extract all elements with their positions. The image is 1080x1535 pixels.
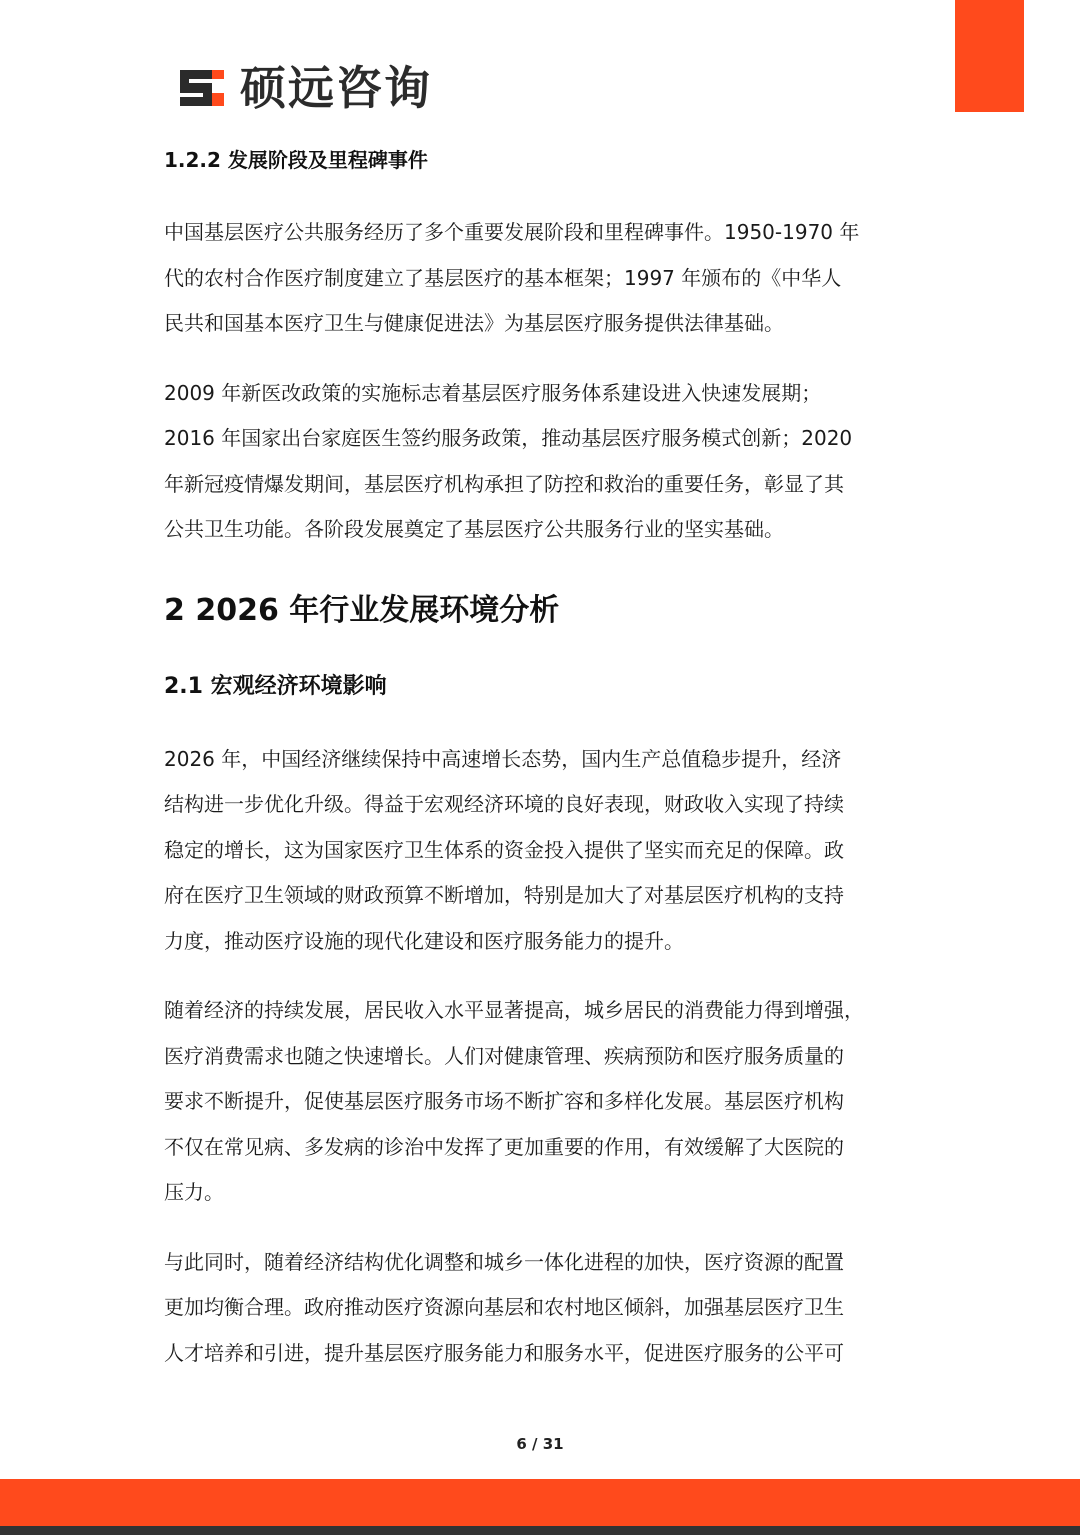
section-heading-2: 2 2026 年行业发展环境分析 — [164, 592, 560, 628]
text-line: 随着经济的持续发展，居民收入水平显著提高，城乡居民的消费能力得到增强， — [164, 998, 864, 1022]
text-line: 中国基层医疗公共服务经历了多个重要发展阶段和里程碑事件。1950-1970 年 — [164, 220, 860, 244]
text-line: 稳定的增长，这为国家医疗卫生体系的资金投入提供了坚实而充足的保障。政 — [164, 837, 844, 862]
text-line: 府在医疗卫生领域的财政预算不断增加，特别是加大了对基层医疗机构的支持 — [164, 883, 844, 907]
corner-accent-tab — [955, 0, 1024, 112]
text-line: 压力。 — [164, 1180, 224, 1204]
text-line: 医疗消费需求也随之快速增长。人们对健康管理、疾病预防和医疗服务质量的 — [164, 1043, 844, 1068]
square-s-logo-icon — [176, 66, 228, 110]
footer-dark-strip — [0, 1526, 1080, 1535]
text-line: 2009 年新医改政策的实施标志着基层医疗服务体系建设进入快速发展期； — [164, 380, 822, 405]
paragraph — [164, 737, 924, 965]
paragraph — [164, 210, 924, 347]
text-line: 代的农村合作医疗制度建立了基层医疗的基本框架；1997 年颁布的《中华人 — [164, 265, 842, 290]
page-number: 6 / 31 — [516, 1435, 564, 1453]
text-line: 力度，推动医疗设施的现代化建设和医疗服务能力的提升。 — [164, 928, 684, 953]
text-line: 2026 年，中国经济继续保持中高速增长态势，国内生产总值稳步提升，经济 — [164, 746, 842, 771]
footer-accent-bar — [0, 1479, 1080, 1526]
text-line: 要求不断提升，促使基层医疗服务市场不断扩容和多样化发展。基层医疗机构 — [164, 1089, 844, 1113]
text-line: 不仅在常见病、多发病的诊治中发挥了更加重要的作用，有效缓解了大医院的 — [164, 1134, 844, 1159]
page-content — [164, 140, 924, 1376]
paragraph — [164, 371, 924, 553]
text-line: 2016 年国家出台家庭医生签约服务政策，推动基层医疗服务模式创新；2020 — [164, 426, 853, 450]
paragraph — [164, 988, 924, 1216]
text-line: 人才培养和引进，提升基层医疗服务能力和服务水平，促进医疗服务的公平可 — [164, 1340, 844, 1365]
text-line: 与此同时，随着经济结构优化调整和城乡一体化进程的加快，医疗资源的配置 — [164, 1249, 844, 1274]
brand-logo — [176, 60, 432, 116]
section-heading-2-1: 2.1 宏观经济环境影响 — [164, 673, 387, 699]
paragraph — [164, 1240, 924, 1377]
section-heading-1-2-2: 1.2.2 发展阶段及里程碑事件 — [164, 148, 428, 172]
text-line: 公共卫生功能。各阶段发展奠定了基层医疗公共服务行业的坚实基础。 — [164, 517, 784, 541]
text-line: 年新冠疫情爆发期间，基层医疗机构承担了防控和救治的重要任务，彰显了其 — [164, 471, 844, 496]
text-line: 更加均衡合理。政府推动医疗资源向基层和农村地区倾斜，加强基层医疗卫生 — [164, 1295, 844, 1319]
text-line: 结构进一步优化升级。得益于宏观经济环境的良好表现，财政收入实现了持续 — [164, 792, 844, 816]
brand-name: 硕远咨询 — [240, 61, 432, 115]
text-line: 民共和国基本医疗卫生与健康促进法》为基层医疗服务提供法律基础。 — [164, 311, 784, 335]
